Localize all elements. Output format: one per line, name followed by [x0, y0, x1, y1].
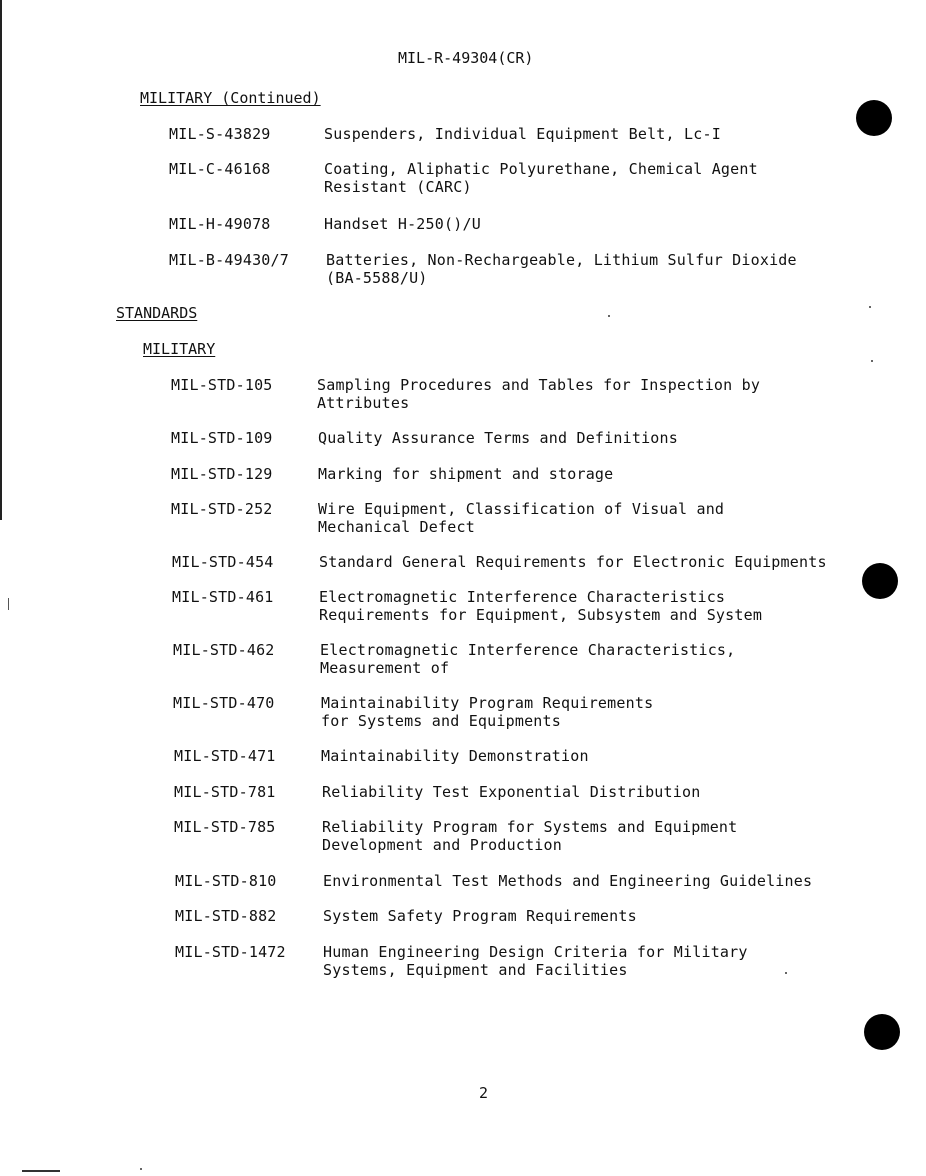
- standard-title-line: Marking for shipment and storage: [318, 465, 614, 483]
- standard-title-line: Environmental Test Methods and Engineering Guidelines: [323, 872, 813, 890]
- standard-code: MIL-STD-461: [172, 588, 274, 606]
- standard-title: [323, 907, 637, 925]
- standard-code: MIL-STD-129: [171, 465, 273, 483]
- standard-code: MIL-STD-462: [173, 641, 275, 659]
- standard-code: MIL-STD-781: [174, 783, 276, 801]
- speck: [608, 315, 610, 317]
- standard-title-line: Maintainability Demonstration: [321, 747, 589, 765]
- standard-title-line: Reliability Test Exponential Distribution: [322, 783, 701, 801]
- standard-title: [321, 747, 589, 765]
- standard-title-line: Human Engineering Design Criteria for Military: [323, 943, 748, 961]
- standard-title: [322, 818, 737, 854]
- spec-title-line: Resistant (CARC): [324, 178, 472, 196]
- standard-title: [322, 783, 700, 801]
- spec-title: [324, 125, 721, 143]
- spec-code: MIL-S-43829: [169, 125, 271, 143]
- standard-code: MIL-STD-252: [171, 500, 273, 518]
- spec-title-line: (BA-5588/U): [326, 269, 428, 287]
- speck: [140, 1168, 142, 1170]
- standard-title-line: for Systems and Equipments: [321, 712, 561, 730]
- standard-title: [323, 943, 748, 979]
- spec-title-line: Suspenders, Individual Equipment Belt, Lc-I: [324, 125, 721, 143]
- standard-code: MIL-STD-882: [175, 907, 277, 925]
- spec-code: MIL-H-49078: [169, 215, 271, 233]
- standard-code: MIL-STD-470: [173, 694, 275, 712]
- standard-title-line: Quality Assurance Terms and Definitions: [318, 429, 678, 447]
- spec-title: [324, 215, 481, 233]
- document-number: MIL-R-49304(CR): [398, 49, 534, 67]
- spec-code: MIL-B-49430/7: [169, 251, 289, 269]
- subsection-heading-military: MILITARY: [143, 340, 216, 358]
- scan-mark: [8, 598, 9, 610]
- standard-title: [318, 465, 613, 483]
- standard-title: [319, 553, 827, 571]
- speck: [869, 306, 871, 308]
- standard-title-line: Electromagnetic Interference Characteristics: [319, 588, 726, 606]
- spec-code: MIL-C-46168: [169, 160, 271, 178]
- standard-code: MIL-STD-454: [172, 553, 274, 571]
- spec-title: [326, 251, 797, 287]
- standard-code: MIL-STD-471: [174, 747, 276, 765]
- standard-title-line: Maintainability Program Requirements: [321, 694, 654, 712]
- standard-code: MIL-STD-1472: [175, 943, 286, 961]
- standard-title: [320, 641, 735, 677]
- punch-hole: [864, 1014, 900, 1050]
- spec-title: [324, 160, 758, 196]
- standard-title: [321, 694, 653, 730]
- standard-title-line: Sampling Procedures and Tables for Inspection by: [317, 376, 761, 394]
- speck: [785, 972, 787, 974]
- standard-title: [317, 376, 760, 412]
- standard-title-line: Requirements for Equipment, Subsystem and System: [319, 606, 763, 624]
- scan-edge-line: [0, 0, 2, 520]
- standard-title-line: Mechanical Defect: [318, 518, 475, 536]
- standard-title-line: Wire Equipment, Classification of Visual and: [318, 500, 725, 518]
- punch-hole: [862, 563, 898, 599]
- standard-title: [323, 872, 812, 890]
- spec-title-line: Coating, Aliphatic Polyurethane, Chemical Agent: [324, 160, 758, 178]
- standard-title-line: Measurement of: [320, 659, 450, 677]
- spec-title-line: Batteries, Non-Rechargeable, Lithium Sulfur Dioxide: [326, 251, 797, 269]
- standard-title-line: Systems, Equipment and Facilities: [323, 961, 628, 979]
- section-heading-standards: STANDARDS: [116, 304, 198, 322]
- section-heading-military-continued: MILITARY (Continued): [140, 89, 321, 107]
- standard-title-line: System Safety Program Requirements: [323, 907, 637, 925]
- standard-title: [318, 429, 678, 447]
- spec-title-line: Handset H-250()/U: [324, 215, 481, 233]
- standard-title-line: Reliability Program for Systems and Equipment: [322, 818, 738, 836]
- punch-hole: [856, 100, 892, 136]
- standard-title-line: Electromagnetic Interference Characteristics,: [320, 641, 736, 659]
- scan-edge-line-bottom: [22, 1170, 60, 1172]
- standard-code: MIL-STD-810: [175, 872, 277, 890]
- standard-title-line: Attributes: [317, 394, 410, 412]
- standard-code: MIL-STD-105: [171, 376, 273, 394]
- standard-title: [318, 500, 724, 536]
- standard-title-line: Standard General Requirements for Electronic Equipments: [319, 553, 827, 571]
- standard-code: MIL-STD-785: [174, 818, 276, 836]
- standard-title-line: Development and Production: [322, 836, 562, 854]
- standard-code: MIL-STD-109: [171, 429, 273, 447]
- speck: [871, 360, 873, 362]
- page-number: 2: [479, 1084, 489, 1102]
- standard-title: [319, 588, 762, 624]
